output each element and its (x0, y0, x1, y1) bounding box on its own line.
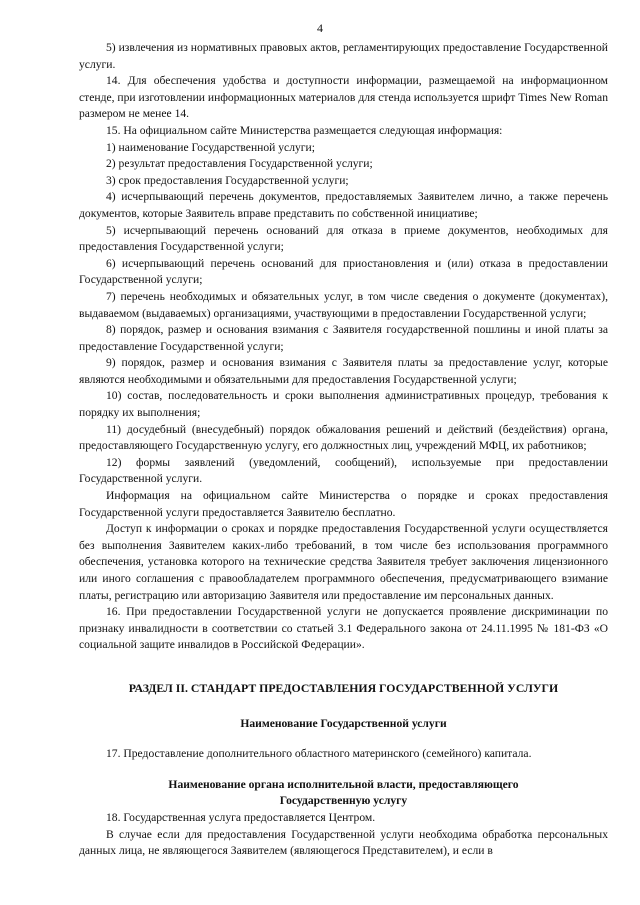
section-heading: РАЗДЕЛ II. СТАНДАРТ ПРЕДОСТАВЛЕНИЯ ГОСУДАРСТВЕННОЙ УСЛУГИ (128, 680, 559, 695)
list-item: 6) исчерпывающий перечень оснований для приостановления и (или) отказа в предоставлении Государственной услуги; (79, 256, 608, 287)
page-number: 4 (317, 21, 323, 35)
document-body (79, 40, 608, 860)
paragraph: 18. Государственная услуга предоставляется Центром. (106, 810, 376, 824)
list-item: 12) формы заявлений (уведомлений, сообщений), используемые при предоставлении Государственной услуги. (79, 455, 608, 486)
subsection-heading: Наименование Государственной услуги (240, 716, 447, 730)
list-item: 7) перечень необходимых и обязательных услуг, в том числе сведения о документе (документах), выдаваемом (выдаваемых) организациями, участвующими в предоставлении Государственной услуги; (79, 289, 608, 320)
paragraph: В случае если для предоставления Государственной услуги необходима обработка персональных данных лица, не являющегося Заявителем (являющегося Представителем), и если в (79, 827, 608, 858)
list-item: 9) порядок, размер и основания взимания с Заявителя платы за предоставление услуг, которые являются необходимыми и обязательными для предоставления Государственной услуги; (79, 356, 608, 386)
paragraph: 14. Для обеспечения удобства и доступности информации, размещаемой на информационном стенде, при изготовлении информационных материалов для стенда используется шрифт Times New Roman размером не менее 14. (79, 74, 608, 121)
list-item: 4) исчерпывающий перечень документов, предоставляемых Заявителем лично, а также перечень документов, которые Заявитель вправе представить по собственной инициативе; (79, 190, 608, 220)
paragraph: 17. Предоставление дополнительного областного материнского (семейного) капитала. (106, 747, 532, 761)
list-item: 3) срок предоставления Государственной услуги; (106, 173, 349, 187)
list-item: 5) исчерпывающий перечень оснований для отказа в приеме документов, необходимых для предоставления Государственной услуги; (79, 223, 608, 254)
list-item: 2) результат предоставления Государственной услуги; (106, 157, 373, 171)
list-item: 11) досудебный (внесудебный) порядок обжалования решений и действий (бездействия) органа, предоставляющего Государственную услугу, его должностных лиц, учреждений МФЦ, их работников; (79, 422, 608, 453)
list-item: 10) состав, последовательность и сроки выполнения административных процедур, требования к порядку их выполнения; (79, 389, 608, 420)
list-item: 1) наименование Государственной услуги; (106, 140, 315, 154)
paragraph: 5) извлечения из нормативных правовых актов, регламентирующих предоставление Государственной услуги. (79, 41, 608, 71)
subsection-heading: Наименование органа исполнительной власти, предоставляющего Государственную услугу (168, 777, 519, 808)
paragraph: 16. При предоставлении Государственной услуги не допускается проявление дискриминации по признаку инвалидности в соответствии со статьей 3.1 Федерального закона от 24.11.1995 № 181-ФЗ «О социальной защите инвалидов в Российской Федерации». (79, 605, 608, 652)
paragraph: Доступ к информации о сроках и порядке предоставления Государственной услуги осуществляется без выполнения Заявителем каких-либо требований, в том числе без использования программного обеспечения, установка которого на технические средства Заявителя требует заключения лицензионного или иного соглашения с правообладателем программного обеспечения, предусматривающего взимание платы, регистрацию или авторизацию Заявителя или предоставление им персональных данных. (79, 522, 608, 602)
paragraph: Информация на официальном сайте Министерства о порядке и сроках предоставления Государственной услуги предоставляется Заявителю бесплатно. (79, 489, 608, 519)
paragraph: 15. На официальном сайте Министерства размещается следующая информация: (106, 123, 503, 137)
list-item: 8) порядок, размер и основания взимания с Заявителя государственной пошлины и иной платы за предоставление Государственной услуги; (79, 323, 608, 353)
